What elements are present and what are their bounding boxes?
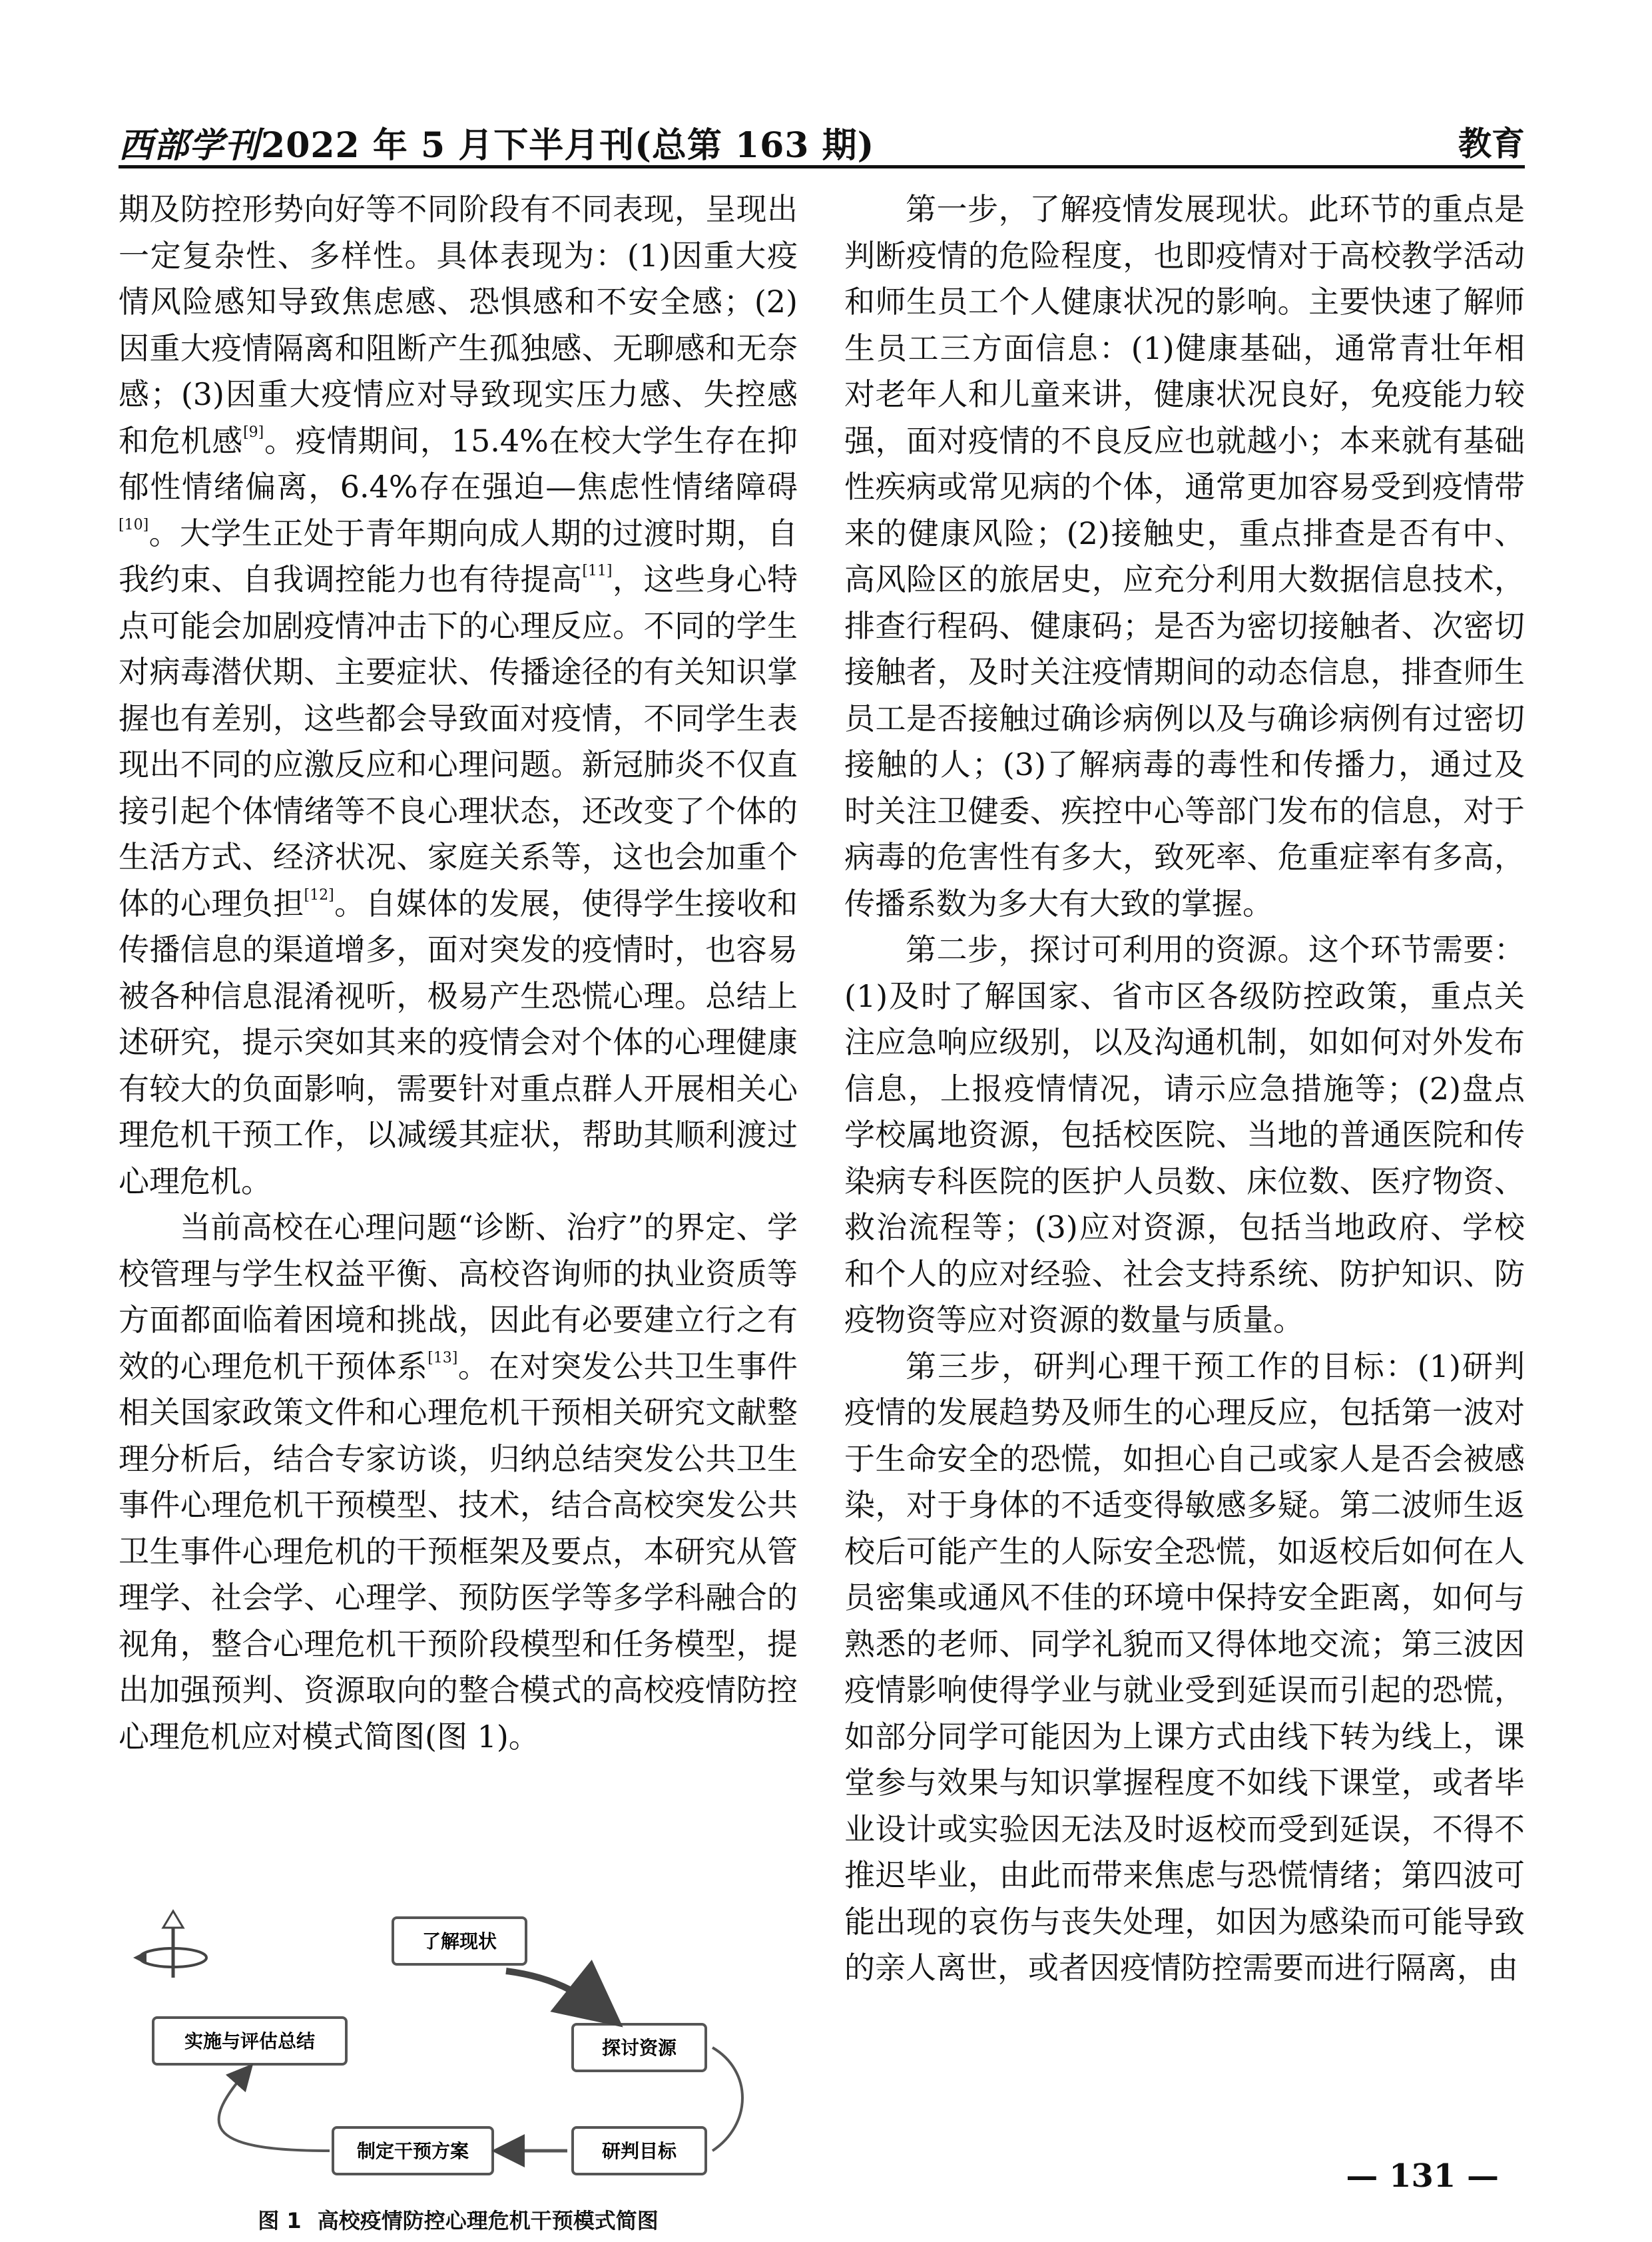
paragraph: [119, 186, 798, 1205]
text: 。疫情期间，15.4%在校大学生存在抑郁性情绪偏离，6.4%存在强迫—焦虑性情绪障碍: [119, 422, 798, 505]
right-column: [844, 186, 1525, 1992]
paragraph: 第二步，探讨可利用的资源。这个环节需要：(1)及时了解国家、省市区各级防控政策，重点关注应急响应级别，以及沟通机制，如如何对外发布信息，上报疫情情况，请示应急措施等；(2)盘点学校属地资源，包括校医院、当地的普通医院和传染病专科医院的医护人员数、床位数、医疗物资、救治流程等；(3)应对资源，包括当地政府、学校和个人的应对经验、社会支持系统、防护知识、防疫物资等应对资源的数量与质量。: [844, 932, 1525, 1338]
issue-info: 2022 年 5 月下半月刊(总第 163 期): [261, 125, 875, 166]
box-label: 制定干预方案: [356, 2140, 469, 2162]
text: 。大学生正处于青年期向成人期的过渡时期，自我约束、自我调控能力也有待提高: [119, 515, 798, 597]
journal-logo: 西部学刊: [119, 125, 260, 166]
arrow-1-to-2: [506, 1971, 613, 2019]
citation: [10]: [119, 516, 149, 533]
figure-1-diagram: [133, 1904, 772, 2197]
caption-text: 高校疫情防控心理危机干预模式简图: [317, 2208, 659, 2233]
page-number: — 131 —: [1346, 2157, 1499, 2195]
box-label: 实施与评估总结: [184, 2030, 316, 2052]
citation: [11]: [582, 563, 613, 579]
cycle-symbol-icon: [133, 1911, 206, 1978]
citation: [12]: [304, 886, 334, 904]
left-column: [119, 186, 798, 1760]
box-make-plan: [333, 2127, 493, 2174]
citation: [9]: [243, 423, 264, 441]
text: 当前高校在心理问题“诊断、治疗”的界定、学校管理与学生权益平衡、高校咨询师的执业资质等方面都面临着困境和挑战，因此有必要建立行之有效的心理危机干预体系: [119, 1209, 798, 1384]
page-header: [119, 112, 1525, 164]
citation: [13]: [427, 1349, 458, 1366]
text: 期及防控形势向好等不同阶段有不同表现，呈现出一定复杂性、多样性。具体表现为：(1)因重大疫情风险感知导致焦虑感、恐惧感和不安全感；(2)因重大疫情隔离和阻断产生孤独感、无聊感和无奈感；(3)因重大疫情应对导致现实压力感、失控感和危机感: [119, 191, 798, 459]
paragraph: [119, 1205, 798, 1760]
text: ，这些身心特点可能会加剧疫情冲击下的心理反应。不同的学生对病毒潜伏期、主要症状、传播途径的有关知识掌握也有差别，这些都会导致面对疫情，不同学生表现出不同的应激反应和心理问题。新冠肺炎不仅直接引起个体情绪等不良心理状态，还改变了个体的生活方式、经济状况、家庭关系等，这也会加重个体的心理负担: [119, 561, 798, 922]
box-understand-status: [393, 1918, 526, 1964]
paragraph: 第三步，研判心理干预工作的目标：(1)研判疫情的发展趋势及师生的心理反应，包括第一波对于生命安全的恐慌，如担心自己或家人是否会被感染，对于身体的不适变得敏感多疑。第二波师生返校后可能产生的人际安全恐慌，如返校后如何在人员密集或通风不佳的环境中保持安全距离，如何与熟悉的老师、同学礼貌而又得体地交流；第三波因疫情影响使得学业与就业受到延误而引起的恐慌，如部分同学可能因为上课方式由线下转为线上，课堂参与效果与知识掌握程度不如线下课堂，或者毕业设计或实验因无法及时返校而受到延误，不得不推迟毕业，由此而带来焦虑与恐慌情绪；第四波可能出现的哀伤与丧失处理，如因为感染而可能导致的亲人离世，或者因疫情防控需要而进行隔离，由: [844, 1348, 1525, 1986]
box-assess-goals: [573, 2127, 706, 2174]
text: 。自媒体的发展，使得学生接收和传播信息的渠道增多，面对突发的疫情时，也容易被各种信息混淆视听，极易产生恐慌心理。总结上述研究，提示突如其来的疫情会对个体的心理健康有较大的负面影响，需要针对重点群人开展相关心理危机干预工作，以减缓其症状，帮助其顺利渡过心理危机。: [119, 885, 798, 1199]
header-rule: [119, 165, 1525, 168]
journal-issue: [119, 117, 874, 167]
figure-caption: [119, 2204, 798, 2235]
box-explore-resources: [573, 2024, 706, 2071]
box-label: 了解现状: [421, 1930, 497, 1952]
caption-number: 图 1: [258, 2208, 302, 2233]
box-implement-evaluate: [153, 2018, 346, 2064]
section-name: 教育: [1458, 125, 1525, 163]
box-label: 研判目标: [601, 2140, 677, 2162]
text: 。在对突发公共卫生事件相关国家政策文件和心理危机干预相关研究文献整理分析后，结合专家访谈，归纳总结突发公共卫生事件心理危机干预模型、技术，结合高校突发公共卫生事件心理危机的干预框架及要点，本研究从管理学、社会学、心理学、预防医学等多学科融合的视角，整合心理危机干预阶段模型和任务模型，提出加强预判、资源取向的整合模式的高校疫情防控心理危机应对模式简图(图 1)。: [119, 1348, 798, 1755]
arrow-4-to-5: [219, 2068, 330, 2151]
box-label: 探讨资源: [601, 2037, 677, 2059]
arrow-2-to-3: [712, 2048, 742, 2151]
paragraph: 第一步，了解疫情发展现状。此环节的重点是判断疫情的危险程度，也即疫情对于高校教学活动和师生员工个人健康状况的影响。主要快速了解师生员工三方面信息：(1)健康基础，通常青壮年相对老年人和儿童来讲，健康状况良好，免疫能力较强，面对疫情的不良反应也就越小；本来就有基础性疾病或常见病的个体，通常更加容易受到疫情带来的健康风险；(2)接触史，重点排查是否有中、高风险区的旅居史，应充分利用大数据信息技术，排查行程码、健康码；是否为密切接触者、次密切接触者，及时关注疫情期间的动态信息，排查师生员工是否接触过确诊病例以及与确诊病例有过密切接触的人；(3)了解病毒的毒性和传播力，通过及时关注卫健委、疾控中心等部门发布的信息，对于病毒的危害性有多大，致死率、危重症率有多高，传播系数为多大有大致的掌握。: [844, 191, 1525, 922]
